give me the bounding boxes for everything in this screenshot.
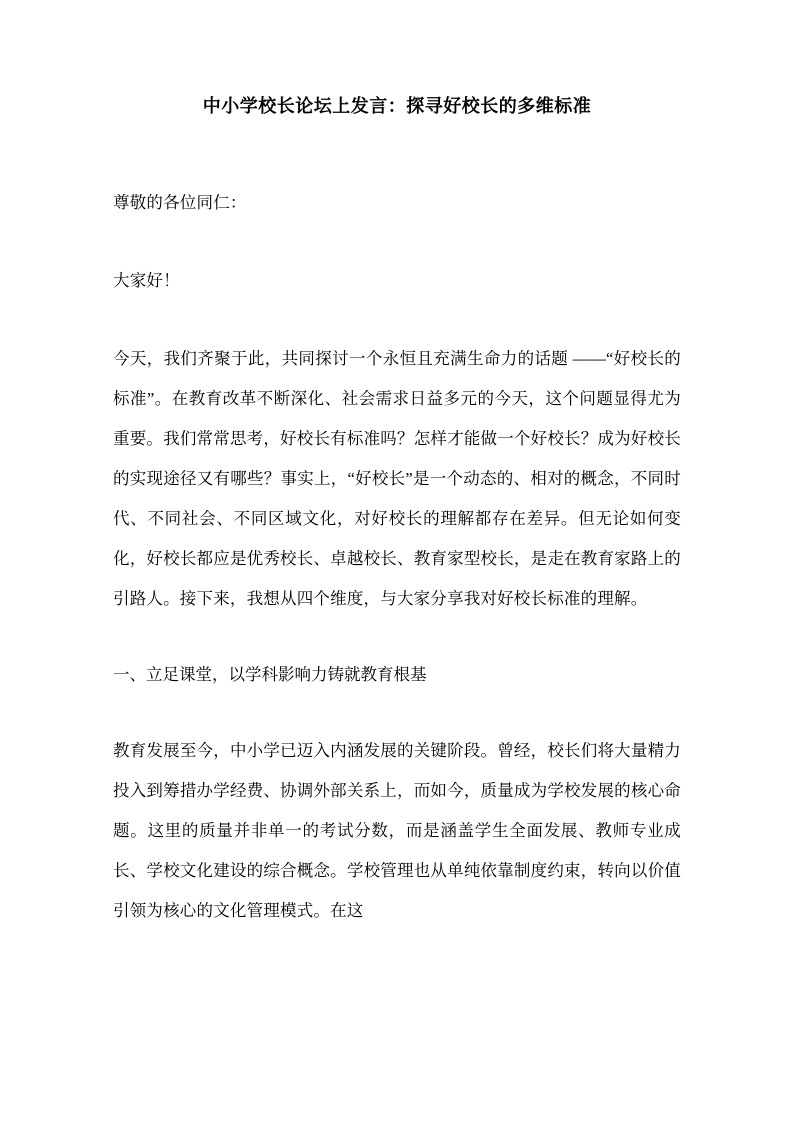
page-title: 中小学校长论坛上发言：探寻好校长的多维标准 bbox=[202, 96, 592, 116]
title-spacer bbox=[113, 121, 681, 183]
document-body bbox=[113, 92, 681, 931]
section-one-paragraph: 教育发展至今，中小学已迈入内涵发展的关键阶段。曾经，校长们将大量精力投入到筹措办学经费、协调外部关系上，而如今，质量成为学校发展的核心命题。这里的质量并非单一的考试分数，而是涵盖学生全面发展、教师专业成长、学校文化建设的综合概念。学校管理也从单纯依靠制度约束，转向以价值引领为核心的文化管理模式。在这 bbox=[113, 740, 681, 920]
greeting-paragraph: 大家好！ bbox=[113, 270, 180, 290]
intro-spacer bbox=[113, 619, 681, 655]
salutation-spacer bbox=[113, 223, 681, 261]
greeting-spacer bbox=[113, 301, 681, 339]
section-one-heading: 一、立足课堂，以学科影响力铸就教育根基 bbox=[113, 664, 427, 684]
section-one-spacer bbox=[113, 695, 681, 731]
intro-paragraph: 今天，我们齐聚于此，共同探讨一个永恒且充满生命力的话题 ——“好校长的标准”。在教育改革不断深化、社会需求日益多元的今天，这个问题显得尤为重要。我们常常思考，好校长有标准吗？怎样才能做一个好校长？成为好校长的实现途径又有哪些？事实上，“好校长”是一个动态的、相对的概念，不同时代、不同社会、不同区域文化，对好校长的理解都存在差异。但无论如何变化，好校长都应是优秀校长、卓越校长、教育家型校长，是走在教育家路上的引路人。接下来，我想从四个维度，与大家分享我对好校长标准的理解。 bbox=[113, 348, 681, 608]
salutation-paragraph: 尊敬的各位同仁： bbox=[113, 192, 247, 212]
